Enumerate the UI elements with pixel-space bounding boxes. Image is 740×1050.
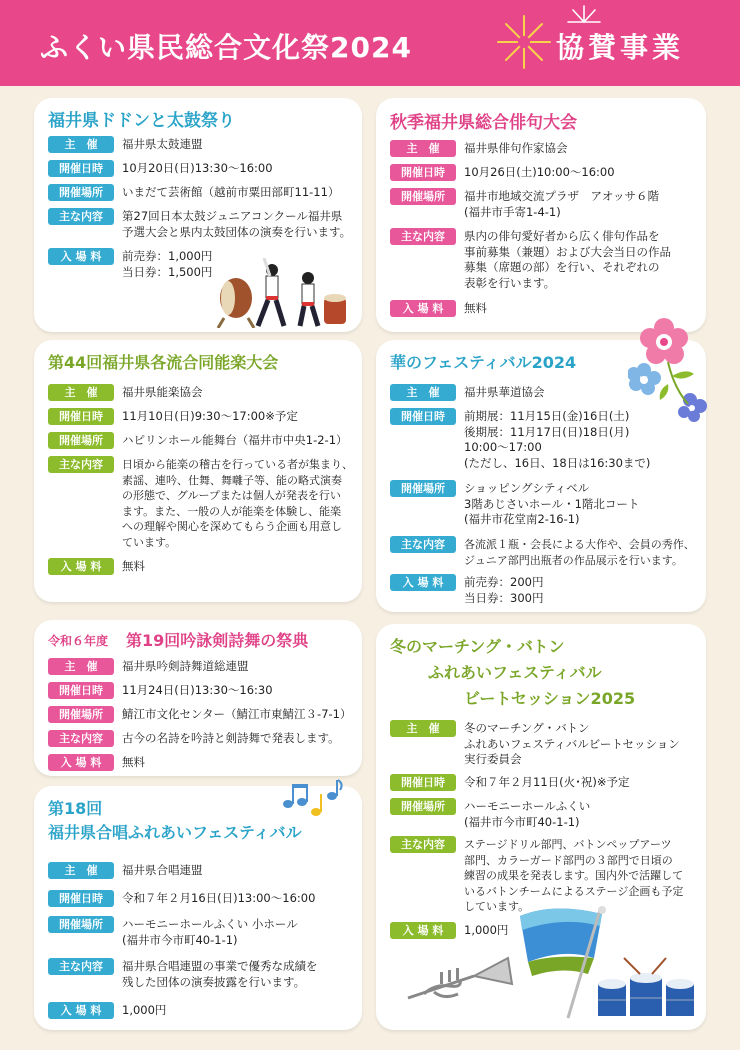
content-value: 福井県合唱連盟の事業で優秀な成績を 残した団体の演奏披露を行います。 <box>122 959 318 989</box>
organizer-row <box>48 862 203 879</box>
admission-value: 無料 <box>122 755 145 769</box>
event-title: 第19回吟詠剣詩舞の祭典 <box>126 631 309 650</box>
venue-value: ハーモニーホールふくい (福井市今市町40-1-1) <box>464 799 591 829</box>
venue-label: 開催場所 <box>390 188 456 205</box>
date-value: 10月20日(日)13:30～16:00 <box>122 161 273 175</box>
admission-row <box>48 1002 166 1019</box>
flower-illustration <box>628 318 714 422</box>
content-row <box>48 456 353 550</box>
admission-label: 入 場 料 <box>48 248 114 265</box>
taiko-drummers-illustration <box>214 258 354 328</box>
date-label: 開催日時 <box>390 164 456 181</box>
admission-row <box>48 754 145 771</box>
venue-label: 開催場所 <box>390 798 456 815</box>
event-title: 秋季福井県総合俳句大会 <box>390 113 577 133</box>
event-card-chorus <box>34 786 362 1030</box>
venue-label: 開催場所 <box>48 916 114 933</box>
date-row <box>48 160 273 177</box>
date-value: 令和７年２月11日(火･祝)※予定 <box>464 775 630 789</box>
organizer-row <box>48 136 203 153</box>
venue-row <box>48 706 351 723</box>
admission-row <box>390 574 543 606</box>
admission-value: 無料 <box>122 559 145 573</box>
date-row <box>48 682 273 699</box>
admission-row <box>390 300 487 317</box>
date-label: 開催日時 <box>48 160 114 177</box>
event-title-line2: ふれあいフェスティバル <box>428 663 602 682</box>
content-row <box>390 836 683 915</box>
organizer-value: 福井県華道協会 <box>464 385 545 399</box>
date-label: 開催日時 <box>390 408 456 425</box>
content-value: 日頃から能楽の稽古を行っている者が集まり、 素謡、連吟、仕舞、舞囃子等、能の略式演奏 の形態で、グループまたは個人が発表を行い ます。また、一般の人が能楽を体験し、能楽 への理解や関心を深めてもらう企画も用意し ています。 <box>122 458 353 549</box>
event-card-noh <box>34 340 362 602</box>
admission-label: 入 場 料 <box>390 300 456 317</box>
event-card-ginei <box>34 620 362 776</box>
date-label: 開催日時 <box>390 774 456 791</box>
content-label: 主な内容 <box>390 836 456 853</box>
organizer-row <box>390 384 545 401</box>
content-value: 古今の名詩を吟詩と剣詩舞で発表します。 <box>122 731 340 745</box>
content-value: ステージドリル部門、バトンペップアーツ 部門、カラーガード部門の３部門で日頃の 練習の成果を発表します。国内外で活躍して いるバトンチームによるステージ企画も予定 しています。 <box>464 838 684 913</box>
organizer-row <box>390 720 680 768</box>
date-value: 10月26日(土)10:00～16:00 <box>464 165 615 179</box>
date-row <box>390 408 650 471</box>
event-card-haiku <box>376 98 706 332</box>
content-row <box>390 228 671 291</box>
date-value: 11月24日(日)13:30～16:30 <box>122 683 273 697</box>
organizer-label: 主 催 <box>48 136 114 153</box>
organizer-row <box>390 140 568 157</box>
venue-value: ショッピングシティベル 3階あじさいホール・1階北コート (福井市花堂南2-16-1) <box>464 481 640 526</box>
admission-label: 入 場 料 <box>48 754 114 771</box>
organizer-label: 主 催 <box>48 862 114 879</box>
organizer-value: 福井県太鼓連盟 <box>122 137 203 151</box>
date-label: 開催日時 <box>48 890 114 907</box>
content-row <box>48 208 351 240</box>
event-title-line1: 冬のマーチング・バトン <box>390 637 565 656</box>
date-row <box>390 164 615 181</box>
admission-value: 前売券：1,000円 当日券：1,500円 <box>122 249 213 279</box>
venue-value: いまだて芸術館（越前市粟田部町11-11） <box>122 185 340 199</box>
music-notes-icon <box>280 778 344 818</box>
date-value: 11月10日(日)9:30～17:00※予定 <box>122 409 298 423</box>
date-label: 開催日時 <box>48 408 114 425</box>
organizer-value: 福井県俳句作家協会 <box>464 141 568 155</box>
venue-row <box>390 480 639 528</box>
organizer-label: 主 催 <box>390 140 456 157</box>
date-value: 令和７年２月16日(日)13:00～16:00 <box>122 891 316 905</box>
admission-value: 無料 <box>464 301 487 315</box>
page-subtitle: 協賛事業 <box>556 31 685 64</box>
organizer-row <box>48 384 203 401</box>
admission-row <box>48 558 145 575</box>
event-title-prefix: 令和６年度 <box>48 634 109 648</box>
date-row <box>390 774 630 791</box>
trumpet-illustration <box>404 954 514 1010</box>
event-title-line2: 福井県合唱ふれあいフェスティバル <box>48 823 302 842</box>
content-row <box>390 536 695 568</box>
admission-label: 入 場 料 <box>390 922 456 939</box>
content-value: 第27回日本太鼓ジュニアコンクール福井県 予選大会と県内太鼓団体の演奏を行います。 <box>122 209 352 239</box>
event-card-taiko <box>34 98 362 332</box>
page-title: ふくい県民総合文化祭2024 <box>40 31 412 64</box>
venue-label: 開催場所 <box>390 480 456 497</box>
date-row <box>48 408 298 425</box>
date-label: 開催日時 <box>48 682 114 699</box>
admission-value: 1,000円 <box>122 1003 167 1017</box>
content-row <box>48 958 318 990</box>
organizer-value: 福井県能楽協会 <box>122 385 203 399</box>
content-label: 主な内容 <box>390 228 456 245</box>
event-card-baton <box>376 624 706 1030</box>
content-label: 主な内容 <box>48 730 114 747</box>
venue-value: ハピリンホール能舞台（福井市中央1-2-1） <box>122 433 348 447</box>
venue-label: 開催場所 <box>48 184 114 201</box>
admission-value: 1,000円 <box>464 923 509 937</box>
organizer-label: 主 催 <box>390 720 456 737</box>
venue-row <box>48 184 339 201</box>
venue-label: 開催場所 <box>48 432 114 449</box>
content-value: 各流派１瓶・会長による大作や、会員の秀作、 ジュニア部門出瓶者の作品展示を行います。 <box>464 538 695 567</box>
venue-value: 鯖江市文化センター（鯖江市東鯖江３-7-1） <box>122 707 352 721</box>
venue-value: ハーモニーホールふくい 小ホール (福井市今市町40-1-1) <box>122 917 298 947</box>
header-banner <box>0 0 740 86</box>
event-title-line3: ビートセッション2025 <box>464 689 636 708</box>
content-label: 主な内容 <box>48 208 114 225</box>
event-title: 華のフェスティバル2024 <box>390 353 577 372</box>
event-title: 第44回福井県各流合同能楽大会 <box>48 353 279 372</box>
venue-row <box>48 432 348 449</box>
admission-row <box>390 922 508 939</box>
content-value: 県内の俳句愛好者から広く俳句作品を 事前募集（兼題）および大会当日の作品 募集（席題の部）を行い、それぞれの 表彰を行います。 <box>464 229 671 290</box>
organizer-value: 福井県吟剣詩舞道総連盟 <box>122 659 249 673</box>
admission-row <box>48 248 212 280</box>
organizer-row <box>48 658 249 675</box>
content-label: 主な内容 <box>48 958 114 975</box>
venue-value: 福井市地域交流プラザ アオッサ６階 (福井市手寄1-4-1) <box>464 189 660 219</box>
organizer-label: 主 催 <box>390 384 456 401</box>
venue-row <box>48 916 298 948</box>
content-label: 主な内容 <box>48 456 114 473</box>
admission-label: 入 場 料 <box>48 558 114 575</box>
organizer-label: 主 催 <box>48 658 114 675</box>
organizer-value: 福井県合唱連盟 <box>122 863 203 877</box>
date-value: 前期展：11月15日(金)16日(土) 後期展：11月17日(日)18日(月) 10:00～17:00 (ただし、16日、18日は16:30まで) <box>464 409 651 470</box>
venue-label: 開催場所 <box>48 706 114 723</box>
event-title-line1: 第18回 <box>48 799 103 818</box>
content-row <box>48 730 340 747</box>
content-label: 主な内容 <box>390 536 456 553</box>
admission-value: 前売券：200円 当日券：300円 <box>464 575 544 605</box>
firework-icon <box>494 12 554 72</box>
date-row <box>48 890 315 907</box>
organizer-value: 冬のマーチング・バトン ふれあいフェスティバルビートセッション 実行委員会 <box>464 721 680 766</box>
admission-label: 入 場 料 <box>48 1002 114 1019</box>
drum-illustration <box>594 954 700 1024</box>
event-title: 福井県ドドンと太鼓祭り <box>48 111 235 131</box>
organizer-label: 主 催 <box>48 384 114 401</box>
admission-label: 入 場 料 <box>390 574 456 591</box>
venue-row <box>390 188 659 220</box>
venue-row <box>390 798 590 830</box>
